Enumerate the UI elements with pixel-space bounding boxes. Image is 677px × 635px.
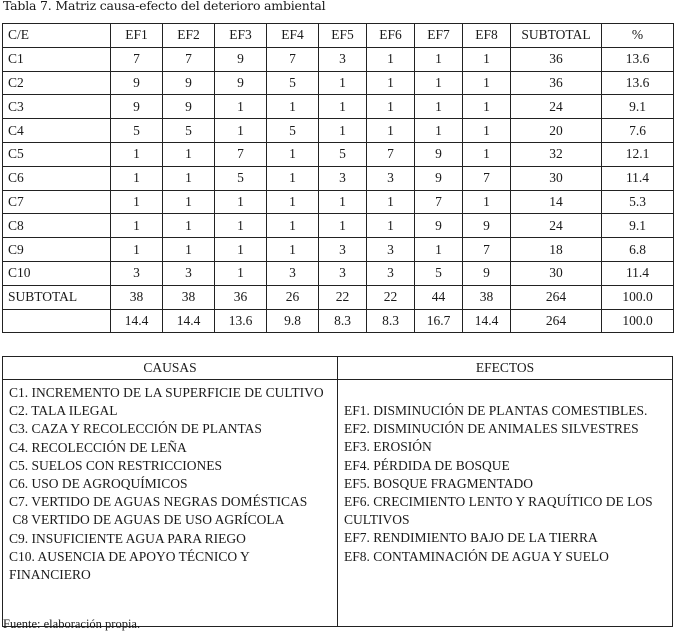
matrix-cell: 1 — [163, 190, 215, 214]
matrix-cell: 26 — [267, 285, 319, 309]
legend-table — [2, 356, 673, 627]
causes-header: CAUSAS — [3, 357, 338, 380]
table-row — [3, 285, 674, 309]
matrix-cell: 1 — [267, 142, 319, 166]
matrix-cell: 7 — [163, 47, 215, 71]
matrix-cell: 5 — [111, 119, 163, 143]
row-label — [3, 309, 111, 333]
matrix-cell: 8.3 — [319, 309, 367, 333]
matrix-header-cell: EF8 — [463, 24, 511, 48]
cause-item: C10. AUSENCIA DE APOYO TÉCNICO Y FINANCIERO — [9, 548, 250, 583]
matrix-cell: 9 — [463, 261, 511, 285]
matrix-cell: 5.3 — [602, 190, 674, 214]
matrix-cell: 7.6 — [602, 119, 674, 143]
cause-item: C5. SUELOS CON RESTRICCIONES — [9, 457, 223, 473]
matrix-cell: 3 — [163, 261, 215, 285]
table-row — [3, 47, 674, 71]
table-row — [3, 261, 674, 285]
matrix-header-cell: EF4 — [267, 24, 319, 48]
matrix-cell: 13.6 — [602, 47, 674, 71]
matrix-cell: 1 — [163, 166, 215, 190]
matrix-cell: 36 — [215, 285, 267, 309]
effect-item: EF6. CRECIMIENTO LENTO Y RAQUÍTICO DE LOS CULTIVOS — [344, 494, 653, 528]
matrix-cell: 1 — [319, 95, 367, 119]
matrix-cell: 3 — [367, 238, 415, 262]
row-label: C6 — [3, 166, 111, 190]
matrix-cell: 100.0 — [602, 309, 674, 333]
matrix-cell: 1 — [415, 95, 463, 119]
table-row — [3, 71, 674, 95]
cause-effect-matrix — [2, 23, 674, 333]
matrix-cell: 9 — [215, 71, 267, 95]
matrix-cell: 9.1 — [602, 214, 674, 238]
row-label: C3 — [3, 95, 111, 119]
matrix-header-cell: EF6 — [367, 24, 415, 48]
matrix-cell: 22 — [319, 285, 367, 309]
table-row — [3, 95, 674, 119]
matrix-cell: 1 — [367, 71, 415, 95]
matrix-cell: 1 — [111, 166, 163, 190]
table-row — [3, 309, 674, 333]
matrix-header-cell: EF7 — [415, 24, 463, 48]
effects-header: EFECTOS — [338, 357, 673, 380]
matrix-cell: 1 — [415, 119, 463, 143]
table-row — [3, 119, 674, 143]
matrix-cell: 264 — [511, 285, 602, 309]
matrix-cell: 1 — [215, 190, 267, 214]
matrix-cell: 9 — [415, 214, 463, 238]
matrix-cell: 14.4 — [463, 309, 511, 333]
matrix-cell: 3 — [111, 261, 163, 285]
matrix-cell: 1 — [215, 119, 267, 143]
matrix-cell: 7 — [463, 238, 511, 262]
row-label: C9 — [3, 238, 111, 262]
matrix-cell: 44 — [415, 285, 463, 309]
matrix-header-cell: EF1 — [111, 24, 163, 48]
matrix-cell: 5 — [415, 261, 463, 285]
matrix-cell: 3 — [367, 261, 415, 285]
matrix-header-cell: EF5 — [319, 24, 367, 48]
matrix-cell: 24 — [511, 214, 602, 238]
matrix-cell: 1 — [267, 238, 319, 262]
matrix-cell: 1 — [215, 238, 267, 262]
matrix-cell: 1 — [463, 95, 511, 119]
matrix-cell: 3 — [367, 166, 415, 190]
matrix-cell: 7 — [367, 142, 415, 166]
matrix-cell: 1 — [111, 238, 163, 262]
matrix-cell: 1 — [367, 95, 415, 119]
matrix-cell: 7 — [267, 47, 319, 71]
matrix-cell: 1 — [163, 142, 215, 166]
matrix-cell: 38 — [111, 285, 163, 309]
cause-item: C6. USO DE AGROQUÍMICOS — [9, 476, 188, 492]
matrix-cell: 18 — [511, 238, 602, 262]
matrix-cell: 1 — [319, 214, 367, 238]
matrix-cell: 1 — [319, 71, 367, 95]
matrix-cell: 7 — [215, 142, 267, 166]
matrix-cell: 1 — [463, 190, 511, 214]
matrix-cell: 8.3 — [367, 309, 415, 333]
matrix-cell: 5 — [267, 71, 319, 95]
effect-item: EF5. BOSQUE FRAGMENTADO — [344, 475, 534, 491]
matrix-cell: 1 — [319, 119, 367, 143]
matrix-cell: 1 — [111, 214, 163, 238]
row-label: C4 — [3, 119, 111, 143]
matrix-cell: 1 — [267, 190, 319, 214]
matrix-header-row — [3, 24, 674, 48]
matrix-cell: 38 — [463, 285, 511, 309]
matrix-cell: 1 — [163, 214, 215, 238]
matrix-cell: 20 — [511, 119, 602, 143]
row-label: SUBTOTAL — [3, 285, 111, 309]
matrix-cell: 100.0 — [602, 285, 674, 309]
matrix-cell: 9 — [111, 71, 163, 95]
effect-item: EF8. CONTAMINACIÓN DE AGUA Y SUELO — [344, 548, 609, 564]
matrix-cell: 32 — [511, 142, 602, 166]
row-label: C8 — [3, 214, 111, 238]
matrix-cell: 1 — [463, 71, 511, 95]
matrix-cell: 36 — [511, 47, 602, 71]
matrix-cell: 24 — [511, 95, 602, 119]
matrix-cell: 1 — [415, 47, 463, 71]
matrix-cell: 11.4 — [602, 166, 674, 190]
cause-item: C8 VERTIDO DE AGUAS DE USO AGRÍCOLA — [9, 512, 285, 528]
matrix-cell: 1 — [463, 47, 511, 71]
table-row — [3, 166, 674, 190]
cause-item: C1. INCREMENTO DE LA SUPERFICIE DE CULTIVO — [9, 385, 324, 400]
matrix-cell: 1 — [111, 142, 163, 166]
matrix-cell: 30 — [511, 166, 602, 190]
matrix-cell: 1 — [111, 190, 163, 214]
matrix-header-cell: % — [602, 24, 674, 48]
matrix-cell: 1 — [319, 190, 367, 214]
matrix-cell: 13.6 — [215, 309, 267, 333]
row-label: C5 — [3, 142, 111, 166]
matrix-cell: 36 — [511, 71, 602, 95]
matrix-cell: 1 — [215, 95, 267, 119]
matrix-header-cell: EF3 — [215, 24, 267, 48]
matrix-cell: 1 — [367, 119, 415, 143]
effect-item: EF7. RENDIMIENTO BAJO DE LA TIERRA — [344, 530, 598, 546]
row-label: C2 — [3, 71, 111, 95]
matrix-cell: 1 — [367, 47, 415, 71]
matrix-cell: 9.1 — [602, 95, 674, 119]
matrix-cell: 1 — [215, 214, 267, 238]
matrix-cell: 14.4 — [163, 309, 215, 333]
matrix-cell: 3 — [319, 47, 367, 71]
cause-item: C3. CAZA Y RECOLECCIÓN DE PLANTAS — [9, 421, 262, 437]
matrix-cell: 6.8 — [602, 238, 674, 262]
table-row — [3, 190, 674, 214]
row-label: C7 — [3, 190, 111, 214]
matrix-cell: 9 — [163, 71, 215, 95]
effect-item: EF1. DISMINUCIÓN DE PLANTAS COMESTIBLES. — [344, 403, 648, 418]
effect-item: EF3. EROSIÓN — [344, 439, 432, 455]
matrix-cell: 5 — [215, 166, 267, 190]
table-caption: Tabla 7. Matriz causa-efecto del deterioro ambiental — [3, 0, 326, 13]
effects-list — [338, 380, 673, 627]
matrix-cell: 3 — [319, 166, 367, 190]
matrix-cell: 7 — [111, 47, 163, 71]
matrix-cell: 5 — [267, 119, 319, 143]
cause-item: C4. RECOLECCIÓN DE LEÑA — [9, 439, 187, 455]
matrix-cell: 3 — [267, 261, 319, 285]
matrix-cell: 5 — [163, 119, 215, 143]
matrix-cell: 1 — [163, 238, 215, 262]
matrix-header-cell: EF2 — [163, 24, 215, 48]
matrix-cell: 3 — [319, 261, 367, 285]
row-label: C10 — [3, 261, 111, 285]
matrix-cell: 1 — [267, 95, 319, 119]
table-row — [3, 142, 674, 166]
matrix-cell: 1 — [415, 238, 463, 262]
matrix-cell: 12.1 — [602, 142, 674, 166]
source-note: Fuente: elaboración propia. — [3, 617, 141, 631]
matrix-cell: 1 — [367, 214, 415, 238]
matrix-cell: 264 — [511, 309, 602, 333]
matrix-cell: 5 — [319, 142, 367, 166]
effect-item: EF2. DISMINUCIÓN DE ANIMALES SILVESTRES — [344, 421, 639, 437]
matrix-cell: 11.4 — [602, 261, 674, 285]
cause-item: C7. VERTIDO DE AGUAS NEGRAS DOMÉSTICAS — [9, 494, 308, 510]
matrix-cell: 9 — [415, 166, 463, 190]
matrix-cell: 38 — [163, 285, 215, 309]
matrix-cell: 1 — [415, 71, 463, 95]
matrix-cell: 9 — [463, 214, 511, 238]
matrix-cell: 22 — [367, 285, 415, 309]
causes-list — [3, 380, 338, 627]
matrix-cell: 9 — [163, 95, 215, 119]
matrix-cell: 16.7 — [415, 309, 463, 333]
cause-item: C9. INSUFICIENTE AGUA PARA RIEGO — [9, 530, 246, 546]
matrix-cell: 9 — [111, 95, 163, 119]
matrix-cell: 1 — [267, 214, 319, 238]
matrix-cell: 9.8 — [267, 309, 319, 333]
matrix-cell: 7 — [415, 190, 463, 214]
matrix-cell: 13.6 — [602, 71, 674, 95]
matrix-cell: 9 — [215, 47, 267, 71]
table-row — [3, 214, 674, 238]
matrix-cell: 9 — [415, 142, 463, 166]
cause-item: C2. TALA ILEGAL — [9, 403, 118, 419]
matrix-cell: 3 — [319, 238, 367, 262]
matrix-cell: 1 — [367, 190, 415, 214]
effect-item: EF4. PÉRDIDA DE BOSQUE — [344, 457, 510, 473]
row-label: C1 — [3, 47, 111, 71]
matrix-cell: 30 — [511, 261, 602, 285]
table-row — [3, 238, 674, 262]
matrix-cell: 1 — [463, 142, 511, 166]
matrix-header-cell: C/E — [3, 24, 111, 48]
matrix-cell: 1 — [463, 119, 511, 143]
matrix-header-cell: SUBTOTAL — [511, 24, 602, 48]
matrix-cell: 1 — [267, 166, 319, 190]
matrix-cell: 1 — [215, 261, 267, 285]
matrix-cell: 7 — [463, 166, 511, 190]
matrix-cell: 14.4 — [111, 309, 163, 333]
matrix-cell: 14 — [511, 190, 602, 214]
